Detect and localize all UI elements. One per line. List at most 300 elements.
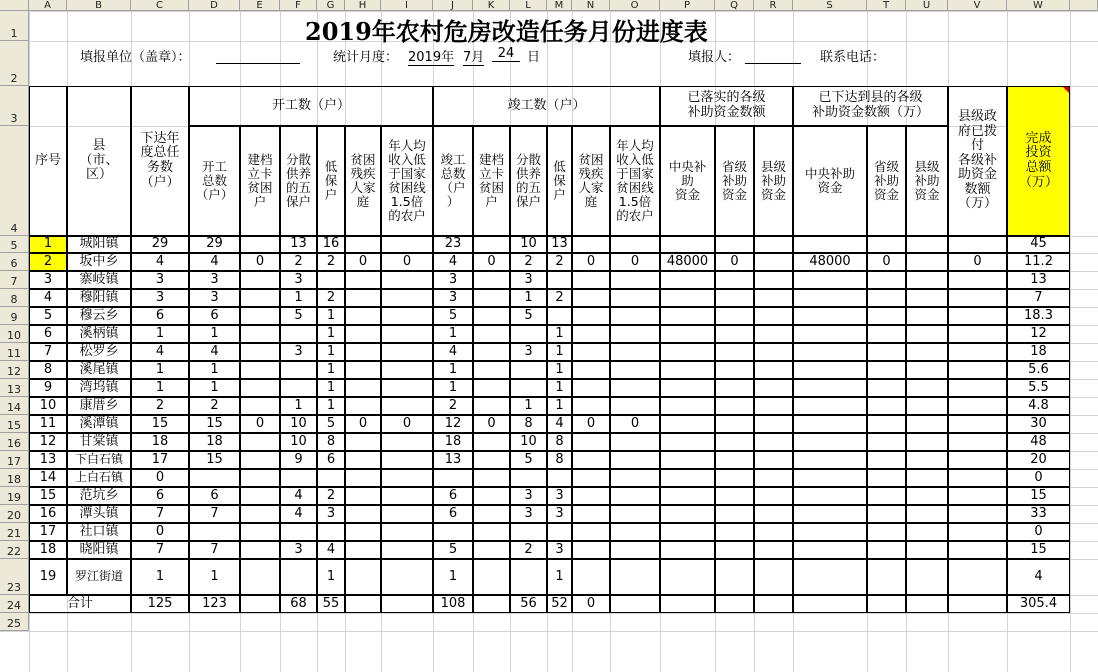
table-cell[interactable]: [280, 469, 317, 487]
table-cell[interactable]: [381, 469, 433, 487]
table-cell[interactable]: [660, 523, 715, 541]
table-cell[interactable]: 20: [1007, 451, 1070, 469]
table-cell[interactable]: [906, 397, 948, 415]
table-cell[interactable]: [715, 523, 754, 541]
table-cell[interactable]: [240, 433, 280, 451]
table-cell[interactable]: 1: [547, 325, 572, 343]
table-cell[interactable]: 0: [240, 415, 280, 433]
table-cell[interactable]: 0: [610, 253, 660, 271]
table-cell[interactable]: [867, 523, 906, 541]
table-cell[interactable]: 2: [510, 253, 547, 271]
table-cell[interactable]: [473, 541, 510, 559]
column-header-d[interactable]: D: [189, 0, 240, 11]
table-cell[interactable]: 17: [131, 451, 189, 469]
table-cell[interactable]: [473, 289, 510, 307]
table-cell[interactable]: 0: [381, 253, 433, 271]
table-cell[interactable]: [948, 307, 1007, 325]
column-header-n[interactable]: N: [572, 0, 610, 11]
table-cell[interactable]: [754, 361, 793, 379]
table-cell[interactable]: [510, 559, 547, 595]
table-cell[interactable]: [240, 307, 280, 325]
table-cell[interactable]: 13: [280, 236, 317, 253]
table-cell[interactable]: [867, 541, 906, 559]
table-cell[interactable]: [715, 559, 754, 595]
table-cell[interactable]: 2: [29, 253, 67, 271]
table-cell[interactable]: 5: [510, 307, 547, 325]
table-cell[interactable]: 甘棠镇: [67, 433, 131, 451]
table-cell[interactable]: 8: [510, 415, 547, 433]
table-cell[interactable]: 0: [131, 469, 189, 487]
table-cell[interactable]: [381, 523, 433, 541]
table-cell[interactable]: 1: [317, 361, 345, 379]
table-cell[interactable]: 18.3: [1007, 307, 1070, 325]
table-cell[interactable]: [793, 505, 867, 523]
table-cell[interactable]: [906, 379, 948, 397]
table-cell[interactable]: 0: [610, 415, 660, 433]
table-cell[interactable]: [793, 523, 867, 541]
table-cell[interactable]: 2: [547, 253, 572, 271]
column-header-g[interactable]: G: [317, 0, 345, 11]
total-cell[interactable]: 125: [131, 595, 189, 613]
table-cell[interactable]: [240, 505, 280, 523]
row-header-9[interactable]: 9: [0, 307, 29, 325]
table-cell[interactable]: [240, 397, 280, 415]
total-cell[interactable]: [793, 595, 867, 613]
table-cell[interactable]: 溪尾镇: [67, 361, 131, 379]
fill-unit-blank[interactable]: [216, 49, 300, 64]
table-cell[interactable]: [948, 271, 1007, 289]
table-cell[interactable]: [572, 361, 610, 379]
table-cell[interactable]: [715, 325, 754, 343]
table-cell[interactable]: [473, 523, 510, 541]
table-cell[interactable]: [572, 236, 610, 253]
row-header-4[interactable]: 4: [0, 126, 29, 236]
table-cell[interactable]: 6: [433, 487, 473, 505]
table-cell[interactable]: [906, 559, 948, 595]
table-cell[interactable]: [381, 433, 433, 451]
table-cell[interactable]: 29: [189, 236, 240, 253]
column-header-k[interactable]: K: [473, 0, 510, 11]
table-cell[interactable]: [572, 523, 610, 541]
table-cell[interactable]: 1: [433, 361, 473, 379]
row-header-8[interactable]: 8: [0, 289, 29, 307]
table-cell[interactable]: 0: [345, 415, 381, 433]
table-cell[interactable]: 松罗乡: [67, 343, 131, 361]
table-cell[interactable]: 10: [280, 433, 317, 451]
table-cell[interactable]: [240, 361, 280, 379]
row-header-21[interactable]: 21: [0, 523, 29, 541]
table-cell[interactable]: 3: [510, 271, 547, 289]
table-cell[interactable]: 上白石镇: [67, 469, 131, 487]
total-cell[interactable]: [906, 595, 948, 613]
table-cell[interactable]: [715, 361, 754, 379]
table-cell[interactable]: [240, 325, 280, 343]
table-cell[interactable]: [345, 361, 381, 379]
table-cell[interactable]: 48: [1007, 433, 1070, 451]
table-cell[interactable]: [345, 505, 381, 523]
table-cell[interactable]: [345, 433, 381, 451]
table-cell[interactable]: [715, 505, 754, 523]
table-cell[interactable]: [906, 505, 948, 523]
table-cell[interactable]: 15: [1007, 487, 1070, 505]
table-cell[interactable]: 1: [547, 343, 572, 361]
row-header-16[interactable]: 16: [0, 433, 29, 451]
table-cell[interactable]: [948, 325, 1007, 343]
table-cell[interactable]: 8: [317, 433, 345, 451]
table-cell[interactable]: [754, 505, 793, 523]
row-header-24[interactable]: 24: [0, 595, 29, 613]
table-cell[interactable]: [473, 271, 510, 289]
table-cell[interactable]: [754, 433, 793, 451]
table-cell[interactable]: 7: [189, 541, 240, 559]
column-header-i[interactable]: I: [381, 0, 433, 11]
table-cell[interactable]: [867, 469, 906, 487]
reporter-blank[interactable]: [745, 49, 801, 64]
table-cell[interactable]: [572, 505, 610, 523]
table-cell[interactable]: [793, 487, 867, 505]
table-cell[interactable]: [715, 379, 754, 397]
table-cell[interactable]: [473, 236, 510, 253]
table-cell[interactable]: 1: [547, 397, 572, 415]
table-cell[interactable]: [715, 469, 754, 487]
column-header-c[interactable]: C: [131, 0, 189, 11]
table-cell[interactable]: [754, 289, 793, 307]
table-cell[interactable]: [240, 541, 280, 559]
table-cell[interactable]: 17: [29, 523, 67, 541]
table-cell[interactable]: 寨岐镇: [67, 271, 131, 289]
table-cell[interactable]: [867, 487, 906, 505]
select-all-corner[interactable]: [0, 0, 29, 11]
table-cell[interactable]: 3: [510, 343, 547, 361]
table-cell[interactable]: [793, 397, 867, 415]
table-cell[interactable]: 8: [547, 433, 572, 451]
table-cell[interactable]: 坂中乡: [67, 253, 131, 271]
table-cell[interactable]: 4: [433, 253, 473, 271]
total-cell[interactable]: 55: [317, 595, 345, 613]
table-cell[interactable]: [948, 361, 1007, 379]
table-cell[interactable]: 3: [510, 487, 547, 505]
table-cell[interactable]: [754, 307, 793, 325]
table-cell[interactable]: 2: [317, 289, 345, 307]
table-cell[interactable]: [610, 523, 660, 541]
table-cell[interactable]: [793, 415, 867, 433]
table-cell[interactable]: [660, 505, 715, 523]
table-cell[interactable]: [547, 523, 572, 541]
table-cell[interactable]: 6: [317, 451, 345, 469]
table-cell[interactable]: [793, 289, 867, 307]
table-cell[interactable]: 4: [433, 343, 473, 361]
table-cell[interactable]: 4: [131, 253, 189, 271]
table-cell[interactable]: 5: [29, 307, 67, 325]
total-label[interactable]: 合计: [29, 595, 131, 613]
row-header-10[interactable]: 10: [0, 325, 29, 343]
table-cell[interactable]: [660, 379, 715, 397]
table-cell[interactable]: [867, 361, 906, 379]
table-cell[interactable]: [906, 271, 948, 289]
table-cell[interactable]: [280, 325, 317, 343]
table-cell[interactable]: [473, 433, 510, 451]
table-cell[interactable]: [572, 541, 610, 559]
table-cell[interactable]: [906, 289, 948, 307]
total-cell[interactable]: 56: [510, 595, 547, 613]
table-cell[interactable]: 10: [29, 397, 67, 415]
table-cell[interactable]: 3: [510, 505, 547, 523]
table-cell[interactable]: [572, 289, 610, 307]
table-cell[interactable]: 3: [433, 271, 473, 289]
table-cell[interactable]: 4: [1007, 559, 1070, 595]
table-cell[interactable]: [906, 361, 948, 379]
table-cell[interactable]: 5.6: [1007, 361, 1070, 379]
table-cell[interactable]: 11.2: [1007, 253, 1070, 271]
table-cell[interactable]: [793, 559, 867, 595]
row-header-3[interactable]: 3: [0, 86, 29, 126]
column-header-a[interactable]: A: [29, 0, 67, 11]
table-cell[interactable]: [240, 559, 280, 595]
total-cell[interactable]: 108: [433, 595, 473, 613]
table-cell[interactable]: [754, 397, 793, 415]
table-cell[interactable]: 1: [29, 236, 67, 253]
table-cell[interactable]: 城阳镇: [67, 236, 131, 253]
row-header-6[interactable]: 6: [0, 253, 29, 271]
table-cell[interactable]: [793, 379, 867, 397]
table-cell[interactable]: [345, 343, 381, 361]
table-cell[interactable]: 19: [29, 559, 67, 595]
table-cell[interactable]: 罗江街道: [67, 559, 131, 595]
table-cell[interactable]: [660, 451, 715, 469]
table-cell[interactable]: [906, 433, 948, 451]
total-cell[interactable]: [345, 595, 381, 613]
table-cell[interactable]: 溪潭镇: [67, 415, 131, 433]
table-cell[interactable]: [240, 487, 280, 505]
table-cell[interactable]: 4: [189, 253, 240, 271]
table-cell[interactable]: 潭头镇: [67, 505, 131, 523]
table-cell[interactable]: 1: [317, 559, 345, 595]
table-cell[interactable]: 1: [317, 307, 345, 325]
table-cell[interactable]: [610, 236, 660, 253]
column-header-l[interactable]: L: [510, 0, 547, 11]
table-cell[interactable]: 2: [547, 289, 572, 307]
table-cell[interactable]: 7: [1007, 289, 1070, 307]
table-cell[interactable]: 1: [317, 325, 345, 343]
table-cell[interactable]: [754, 487, 793, 505]
table-cell[interactable]: [240, 343, 280, 361]
table-cell[interactable]: [345, 487, 381, 505]
table-cell[interactable]: 15: [189, 451, 240, 469]
table-cell[interactable]: 1: [317, 379, 345, 397]
total-cell[interactable]: [867, 595, 906, 613]
table-cell[interactable]: 5: [317, 415, 345, 433]
total-cell[interactable]: [754, 595, 793, 613]
column-header-extra[interactable]: [1070, 0, 1098, 11]
table-cell[interactable]: [610, 541, 660, 559]
table-cell[interactable]: 45: [1007, 236, 1070, 253]
table-cell[interactable]: [906, 253, 948, 271]
table-cell[interactable]: 7: [29, 343, 67, 361]
table-cell[interactable]: 15: [1007, 541, 1070, 559]
total-cell[interactable]: 305.4: [1007, 595, 1070, 613]
table-cell[interactable]: 33: [1007, 505, 1070, 523]
table-cell[interactable]: 13: [29, 451, 67, 469]
table-cell[interactable]: 5: [433, 307, 473, 325]
table-cell[interactable]: [610, 487, 660, 505]
table-cell[interactable]: [906, 307, 948, 325]
row-header-11[interactable]: 11: [0, 343, 29, 361]
table-cell[interactable]: 0: [131, 523, 189, 541]
table-cell[interactable]: [948, 451, 1007, 469]
table-cell[interactable]: 1: [131, 361, 189, 379]
table-cell[interactable]: [345, 559, 381, 595]
table-cell[interactable]: [280, 379, 317, 397]
row-header-20[interactable]: 20: [0, 505, 29, 523]
table-cell[interactable]: [715, 487, 754, 505]
table-cell[interactable]: [610, 361, 660, 379]
table-cell[interactable]: [715, 271, 754, 289]
table-cell[interactable]: [345, 325, 381, 343]
table-cell[interactable]: [473, 343, 510, 361]
table-cell[interactable]: [381, 487, 433, 505]
row-header-18[interactable]: 18: [0, 469, 29, 487]
table-cell[interactable]: [610, 505, 660, 523]
table-cell[interactable]: [572, 397, 610, 415]
table-cell[interactable]: [473, 379, 510, 397]
table-cell[interactable]: 0: [240, 253, 280, 271]
table-cell[interactable]: [660, 541, 715, 559]
table-cell[interactable]: [240, 379, 280, 397]
table-cell[interactable]: [948, 236, 1007, 253]
table-cell[interactable]: 康厝乡: [67, 397, 131, 415]
table-cell[interactable]: 4: [131, 343, 189, 361]
table-cell[interactable]: [906, 487, 948, 505]
table-cell[interactable]: 溪柄镇: [67, 325, 131, 343]
table-cell[interactable]: 4.8: [1007, 397, 1070, 415]
table-cell[interactable]: 1: [433, 379, 473, 397]
table-cell[interactable]: [381, 289, 433, 307]
row-header-12[interactable]: 12: [0, 361, 29, 379]
table-cell[interactable]: 4: [29, 289, 67, 307]
table-cell[interactable]: [610, 451, 660, 469]
table-cell[interactable]: 48000: [660, 253, 715, 271]
table-cell[interactable]: [793, 236, 867, 253]
table-cell[interactable]: 3: [280, 343, 317, 361]
total-cell[interactable]: [948, 595, 1007, 613]
table-cell[interactable]: 30: [1007, 415, 1070, 433]
table-cell[interactable]: 15: [189, 415, 240, 433]
table-cell[interactable]: 29: [131, 236, 189, 253]
table-cell[interactable]: 18: [29, 541, 67, 559]
row-header-5[interactable]: 5: [0, 236, 29, 253]
table-cell[interactable]: [867, 379, 906, 397]
row-header-1[interactable]: 1: [0, 11, 29, 41]
table-cell[interactable]: [610, 325, 660, 343]
table-cell[interactable]: [948, 433, 1007, 451]
table-cell[interactable]: 1: [317, 397, 345, 415]
table-cell[interactable]: [906, 343, 948, 361]
table-cell[interactable]: 3: [317, 505, 345, 523]
column-header-o[interactable]: O: [610, 0, 660, 11]
table-cell[interactable]: 下白石镇: [67, 451, 131, 469]
table-cell[interactable]: [572, 451, 610, 469]
table-cell[interactable]: [906, 325, 948, 343]
table-cell[interactable]: [867, 415, 906, 433]
table-cell[interactable]: 1: [131, 559, 189, 595]
row-header-15[interactable]: 15: [0, 415, 29, 433]
table-cell[interactable]: [381, 307, 433, 325]
row-header-17[interactable]: 17: [0, 451, 29, 469]
table-cell[interactable]: [867, 451, 906, 469]
table-cell[interactable]: [867, 271, 906, 289]
table-cell[interactable]: [793, 271, 867, 289]
table-cell[interactable]: [572, 487, 610, 505]
table-cell[interactable]: [473, 469, 510, 487]
table-cell[interactable]: 7: [131, 541, 189, 559]
table-cell[interactable]: 1: [547, 559, 572, 595]
total-cell[interactable]: [381, 595, 433, 613]
table-cell[interactable]: [867, 236, 906, 253]
table-cell[interactable]: [660, 361, 715, 379]
column-header-e[interactable]: E: [240, 0, 280, 11]
column-header-f[interactable]: F: [280, 0, 317, 11]
table-cell[interactable]: [754, 253, 793, 271]
column-header-t[interactable]: T: [867, 0, 906, 11]
table-cell[interactable]: [280, 361, 317, 379]
table-cell[interactable]: 3: [189, 271, 240, 289]
table-cell[interactable]: 1: [510, 289, 547, 307]
total-cell[interactable]: 52: [547, 595, 572, 613]
table-cell[interactable]: [473, 505, 510, 523]
table-cell[interactable]: [660, 307, 715, 325]
table-cell[interactable]: 1: [433, 325, 473, 343]
table-cell[interactable]: [793, 307, 867, 325]
table-cell[interactable]: [754, 451, 793, 469]
table-cell[interactable]: [610, 559, 660, 595]
table-cell[interactable]: 2: [433, 397, 473, 415]
table-cell[interactable]: [572, 325, 610, 343]
table-cell[interactable]: 穆云乡: [67, 307, 131, 325]
table-cell[interactable]: 2: [317, 487, 345, 505]
table-cell[interactable]: [793, 361, 867, 379]
table-cell[interactable]: 3: [280, 271, 317, 289]
table-cell[interactable]: [867, 325, 906, 343]
table-cell[interactable]: [660, 487, 715, 505]
table-cell[interactable]: [547, 271, 572, 289]
table-cell[interactable]: 0: [381, 415, 433, 433]
total-cell[interactable]: [240, 595, 280, 613]
table-cell[interactable]: [572, 343, 610, 361]
table-cell[interactable]: 1: [433, 559, 473, 595]
table-cell[interactable]: [793, 343, 867, 361]
table-cell[interactable]: 6: [131, 307, 189, 325]
table-cell[interactable]: 12: [433, 415, 473, 433]
table-cell[interactable]: 0: [572, 253, 610, 271]
table-cell[interactable]: 0: [867, 253, 906, 271]
total-cell[interactable]: [660, 595, 715, 613]
table-cell[interactable]: [948, 469, 1007, 487]
table-cell[interactable]: [240, 271, 280, 289]
table-cell[interactable]: [510, 379, 547, 397]
table-cell[interactable]: [381, 397, 433, 415]
table-cell[interactable]: [280, 523, 317, 541]
table-cell[interactable]: [715, 415, 754, 433]
row-header-7[interactable]: 7: [0, 271, 29, 289]
table-cell[interactable]: [345, 541, 381, 559]
table-cell[interactable]: 2: [280, 253, 317, 271]
table-cell[interactable]: [754, 541, 793, 559]
table-cell[interactable]: [473, 451, 510, 469]
row-header-13[interactable]: 13: [0, 379, 29, 397]
table-cell[interactable]: [572, 433, 610, 451]
table-cell[interactable]: 16: [29, 505, 67, 523]
column-header-m[interactable]: M: [547, 0, 572, 11]
